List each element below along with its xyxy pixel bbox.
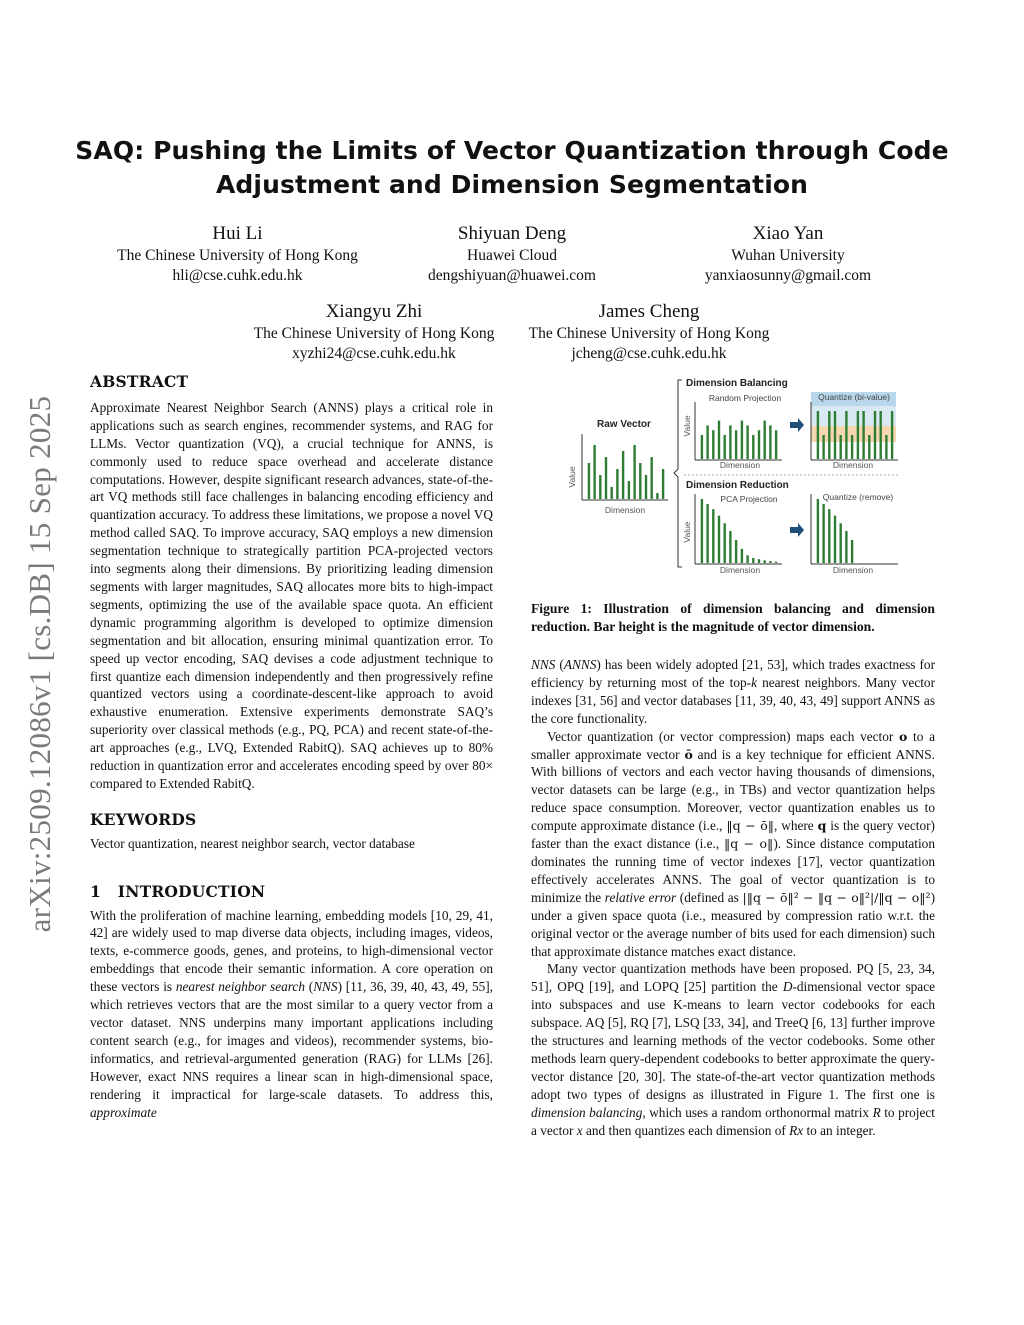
emphasis: ANNS xyxy=(563,657,597,672)
bar-mark xyxy=(845,411,847,459)
bar-mark xyxy=(605,457,607,499)
bar-mark xyxy=(845,531,847,563)
raw-vector-bars xyxy=(588,445,665,499)
text-run: ( xyxy=(555,657,564,672)
author-email: yanxiaosunny@gmail.com xyxy=(704,267,872,284)
author-email: xyzhi24@cse.cuhk.edu.hk xyxy=(292,345,456,362)
emphasis: relative error xyxy=(604,889,677,905)
raw-vector-title: Raw Vector xyxy=(597,419,651,430)
qr-x-label: Dimension xyxy=(832,565,874,575)
text-run: ) under a given space quota (i.e., measured by compression ratio w.r.t. the original vector or the average number of bits used for each dimension) such that approximate distance matches exact distance. xyxy=(531,889,935,959)
bivalue-band-mid xyxy=(811,406,896,426)
abstract-heading: ABSTRACT xyxy=(90,372,189,391)
bar-mark xyxy=(764,560,766,563)
emphasis: NNS xyxy=(313,979,338,995)
math: x xyxy=(576,1122,583,1138)
bar-mark xyxy=(718,516,720,563)
bar-mark xyxy=(880,411,882,459)
bar-mark xyxy=(822,504,824,563)
raw-x-label: Dimension xyxy=(604,505,646,515)
emphasis: k xyxy=(751,674,757,690)
bar-mark xyxy=(633,445,635,499)
author-email: jcheng@cse.cuhk.edu.hk xyxy=(571,345,727,362)
bar-mark xyxy=(741,549,743,563)
raw-y-label: Value xyxy=(567,466,577,488)
bar-mark xyxy=(758,430,760,459)
bar-mark xyxy=(741,421,743,459)
text-run: is the query vector) faster than the exact distance (i.e., xyxy=(531,818,935,852)
keywords-heading: KEYWORDS xyxy=(90,809,197,829)
bar-mark xyxy=(735,540,737,563)
bar-mark xyxy=(828,509,830,563)
balancing-y-label: Value xyxy=(682,415,692,437)
text-run: Vector quantization (or vector compression) maps each vector xyxy=(547,728,899,744)
author-name: Shiyuan Deng xyxy=(457,223,567,244)
author-affiliation: Wuhan University xyxy=(731,247,845,264)
text-run: ) has been widely adopted [21, 53], which trades exactness for efficiency by returning most of the top- xyxy=(531,657,935,690)
bar-mark xyxy=(701,435,703,459)
arrow-icon xyxy=(790,418,804,432)
title-line-2: Adjustment and Dimension Segmentation xyxy=(215,170,809,199)
text-run: to project a vector xyxy=(531,1104,935,1138)
intro-paragraph-3 xyxy=(531,728,935,961)
bar-mark xyxy=(769,425,771,459)
bar-mark xyxy=(775,562,777,563)
author-affiliation: The Chinese University of Hong Kong xyxy=(253,325,495,342)
bar-mark xyxy=(862,411,864,459)
text-run: , which uses a random orthonormal matrix xyxy=(642,1104,873,1120)
intro-paragraph-4 xyxy=(531,960,935,1139)
math: |‖q − ō‖² − ‖q − o‖²|/‖q − o‖² xyxy=(742,889,931,905)
math: Rx xyxy=(789,1122,804,1138)
bar-mark xyxy=(712,509,714,563)
bar-mark xyxy=(729,425,731,459)
bar-mark xyxy=(851,435,853,459)
author-block xyxy=(100,222,375,286)
math: ‖q − ō‖ xyxy=(726,818,774,834)
bar-mark xyxy=(752,435,754,459)
bar-mark xyxy=(718,421,720,459)
bar-mark xyxy=(588,463,590,499)
text-run: nearest neighbors. Many vector indexes [31, 56] and vector databases [11, 39, 40, 43, 49] support ANNS as the core functionality. xyxy=(531,674,935,726)
text-run: With the proliferation of machine learning, embedding models [10, 29, 41, 42] are widely used to map diverse data objects, including images, videos, texts, e-commerce goods, genes, and proteins, to high-dimensional vector embeddings that encode their semantic information. A core operation on these vectors is xyxy=(90,907,493,995)
reduction-title: Dimension Reduction xyxy=(686,480,789,491)
bar-mark xyxy=(611,487,613,499)
figure-caption: Figure 1: Illustration of dimension balancing and dimension reduction. Bar height is the magnitude of vector dimension. xyxy=(531,601,935,634)
bar-mark xyxy=(724,435,726,459)
bar-mark xyxy=(746,425,748,459)
bar-mark xyxy=(729,531,731,563)
random-projection-bars xyxy=(701,421,778,459)
bar-mark xyxy=(656,493,658,499)
quantize-remove-label: Quantize (remove) xyxy=(822,492,894,502)
arxiv-stamp xyxy=(14,372,66,956)
balancing-title: Dimension Balancing xyxy=(686,378,788,389)
author-name: Hui Li xyxy=(212,223,263,244)
bar-mark xyxy=(857,411,859,459)
bar-mark xyxy=(764,421,766,459)
bar-mark xyxy=(616,469,618,499)
bar-mark xyxy=(706,504,708,563)
quantize-bivalue-label: Quantize (bi-value) xyxy=(818,392,890,402)
bar-mark xyxy=(822,435,824,459)
author-name: Xiao Yan xyxy=(752,223,824,244)
bar-mark xyxy=(885,435,887,459)
figure-bracket xyxy=(674,380,682,567)
title-line-1: SAQ: Pushing the Limits of Vector Quantization through Code xyxy=(75,136,949,165)
bar-mark xyxy=(593,445,595,499)
text-run: , where xyxy=(774,818,818,834)
emphasis: nearest neighbor search xyxy=(175,979,305,995)
right-column xyxy=(531,600,935,1139)
pca-x-label: Dimension xyxy=(719,565,761,575)
section-title: INTRODUCTION xyxy=(117,881,266,901)
author-email: dengshiyuan@huawei.com xyxy=(428,267,596,284)
bv-x-label: Dimension xyxy=(832,460,874,470)
intro-paragraph-2 xyxy=(531,656,935,728)
text-run: -dimensional vector space into subspaces and use K-means to learn vector codebooks for each subspace. AQ [5], RQ [7], LSQ [33, 34], and TreeQ [6, 13] further improve the structures and learning methods of the vector codebooks. Some other methods learn query-dependent codebooks to better approximate the query-vector distance [20, 30]. The state-of-the-art vector quantization methods adopt two types of designs as illustrated in Figure 1. The first one is xyxy=(531,979,936,1102)
math: o xyxy=(899,728,908,744)
bar-mark xyxy=(706,425,708,459)
bar-mark xyxy=(758,559,760,563)
bar-mark xyxy=(817,411,819,459)
bar-mark xyxy=(769,561,771,563)
bar-mark xyxy=(874,411,876,459)
bar-mark xyxy=(651,457,653,499)
author-affiliation: The Chinese University of Hong Kong xyxy=(528,325,770,342)
intro-heading xyxy=(90,883,493,901)
bar-mark xyxy=(868,435,870,459)
reduction-y-label: Value xyxy=(682,521,692,543)
author-name: James Cheng xyxy=(598,301,700,322)
section-number: 1 xyxy=(90,881,101,901)
math: ‖q − o‖ xyxy=(723,836,774,852)
bar-mark xyxy=(840,435,842,459)
bar-mark xyxy=(622,451,624,499)
bar-mark xyxy=(851,540,853,563)
figure-1 xyxy=(560,372,920,580)
text-run: ( xyxy=(305,979,314,995)
math: D xyxy=(782,979,793,995)
author-affiliation: Huawei Cloud xyxy=(467,247,557,264)
text-run: and then quantizes each dimension of xyxy=(582,1122,790,1138)
math: R xyxy=(872,1104,881,1120)
bar-mark xyxy=(775,430,777,459)
text-run: ) [11, 36, 39, 40, 43, 49, 55], which retrieves vectors that are the most similar to a query vector from a vector dataset. NNS underpins many important applications including content search (e.g., for images and videos), recommender systems, bio-informatics, and retrieval-argumented generation (RAG) for LLMs [26]. However, exact NNS requires a linear scan in high-dimensional space, rendering it impractical for large-scale datasets. To address this, xyxy=(90,979,493,1102)
bar-mark xyxy=(817,499,819,563)
keywords-text: Vector quantization, nearest neighbor search, vector database xyxy=(90,835,415,851)
paper-title xyxy=(60,134,964,202)
abstract-text: Approximate Nearest Neighbor Search (ANNS) plays a critical role in applications such as search engines, recommender systems, and RAG for LLMs. Vector quantization (VQ), a crucial technique for ANNS, is commonly used to reduce space overhead and accelerate distance computations. However, despite significant research advances, state-of-the-art VQ methods still face challenges in balancing encoding efficiency and quantization accuracy. To address these limitations, we propose a novel VQ method called SAQ. To improve accuracy, SAQ employs a new dimension segmentation technique to strategically partition PCA-projected vectors into segments along their dimensions. By prioritizing leading dimension segments with larger magnitudes, SAQ allocates more bits to high-impact segments, optimizing the use of the available space quota. An efficient dynamic programming algorithm is developed to optimize dimension segmentation and bit allocation, ensuring minimal quantization error. To speed up vector encoding, SAQ devises a code adjustment technique to first quantize each dimension independently and then progressively refine quantized vectors using a coordinate-descent-like approach to avoid exhaustive enumeration. Extensive experiments demonstrate SAQ’s superiority over classical methods (e.g., PQ, PCA) and recent state-of-the-art approaches (e.g., LVQ, Extended RabitQ). SAQ achieves up to 80% reduction in quantization error and accelerates encoding speed by over 80× compared to Extended RabitQ. xyxy=(90,399,493,791)
text-run: (defined as xyxy=(676,889,743,905)
author-block xyxy=(513,300,785,364)
math: ō xyxy=(684,746,693,762)
author-block xyxy=(672,222,904,286)
bar-mark xyxy=(828,411,830,459)
bar-mark xyxy=(639,463,641,499)
emphasis: dimension balancing xyxy=(531,1104,643,1120)
bar-mark xyxy=(834,411,836,459)
author-name: Xiangyu Zhi xyxy=(325,301,423,322)
author-block xyxy=(238,300,510,364)
text-run: ). Since distance computation dominates the running time of vector indexes [17], vector quantization effectively accelerates ANNS. The goal of vector quantization is to minimize the xyxy=(531,836,935,905)
pca-projection-label: PCA Projection xyxy=(720,494,778,504)
emphasis: NNS xyxy=(531,657,556,672)
bar-mark xyxy=(645,475,647,499)
bar-mark xyxy=(662,469,664,499)
left-column xyxy=(90,373,493,1121)
author-email: hli@cse.cuhk.edu.hk xyxy=(172,267,303,284)
bar-mark xyxy=(752,558,754,563)
pca-bars xyxy=(701,499,778,563)
text-run: Many vector quantization methods have been proposed. PQ [5, 23, 34, 51], OPQ [19], and LOPQ [25] partition the xyxy=(531,961,935,995)
bar-mark xyxy=(834,516,836,563)
bar-mark xyxy=(628,481,630,499)
text-run: and is a key technique for efficient ANNS. With billions of vectors and each vector having thousands of dimensions, vector datasets can be large (e.g., in TBs) and vector quantization helps reduce space consumption. Moreover, vector quantization enables us to compute approximate distance (i.e., xyxy=(531,746,935,834)
quantize-remove-bars xyxy=(817,499,854,563)
bar-mark xyxy=(735,430,737,459)
bar-mark xyxy=(724,523,726,563)
math: q xyxy=(817,818,827,834)
text-run: to an integer. xyxy=(803,1122,876,1138)
intro-paragraph-1 xyxy=(90,907,493,1122)
bar-mark xyxy=(746,555,748,563)
emphasis: approximate xyxy=(90,1104,157,1120)
arxiv-stamp-text: arXiv:2509.12086v1 [cs.DB] 15 Sep 2025 xyxy=(22,395,57,933)
bar-mark xyxy=(712,430,714,459)
author-block xyxy=(392,222,632,286)
bar-mark xyxy=(840,523,842,563)
text-run: to a smaller approximate vector xyxy=(531,728,935,762)
arrow-icon xyxy=(790,523,804,537)
author-affiliation: The Chinese University of Hong Kong xyxy=(117,247,358,264)
bar-mark xyxy=(891,411,893,459)
bar-mark xyxy=(701,499,703,563)
rp-x-label: Dimension xyxy=(719,460,761,470)
random-projection-label: Random Projection xyxy=(708,393,782,403)
bar-mark xyxy=(599,475,601,499)
